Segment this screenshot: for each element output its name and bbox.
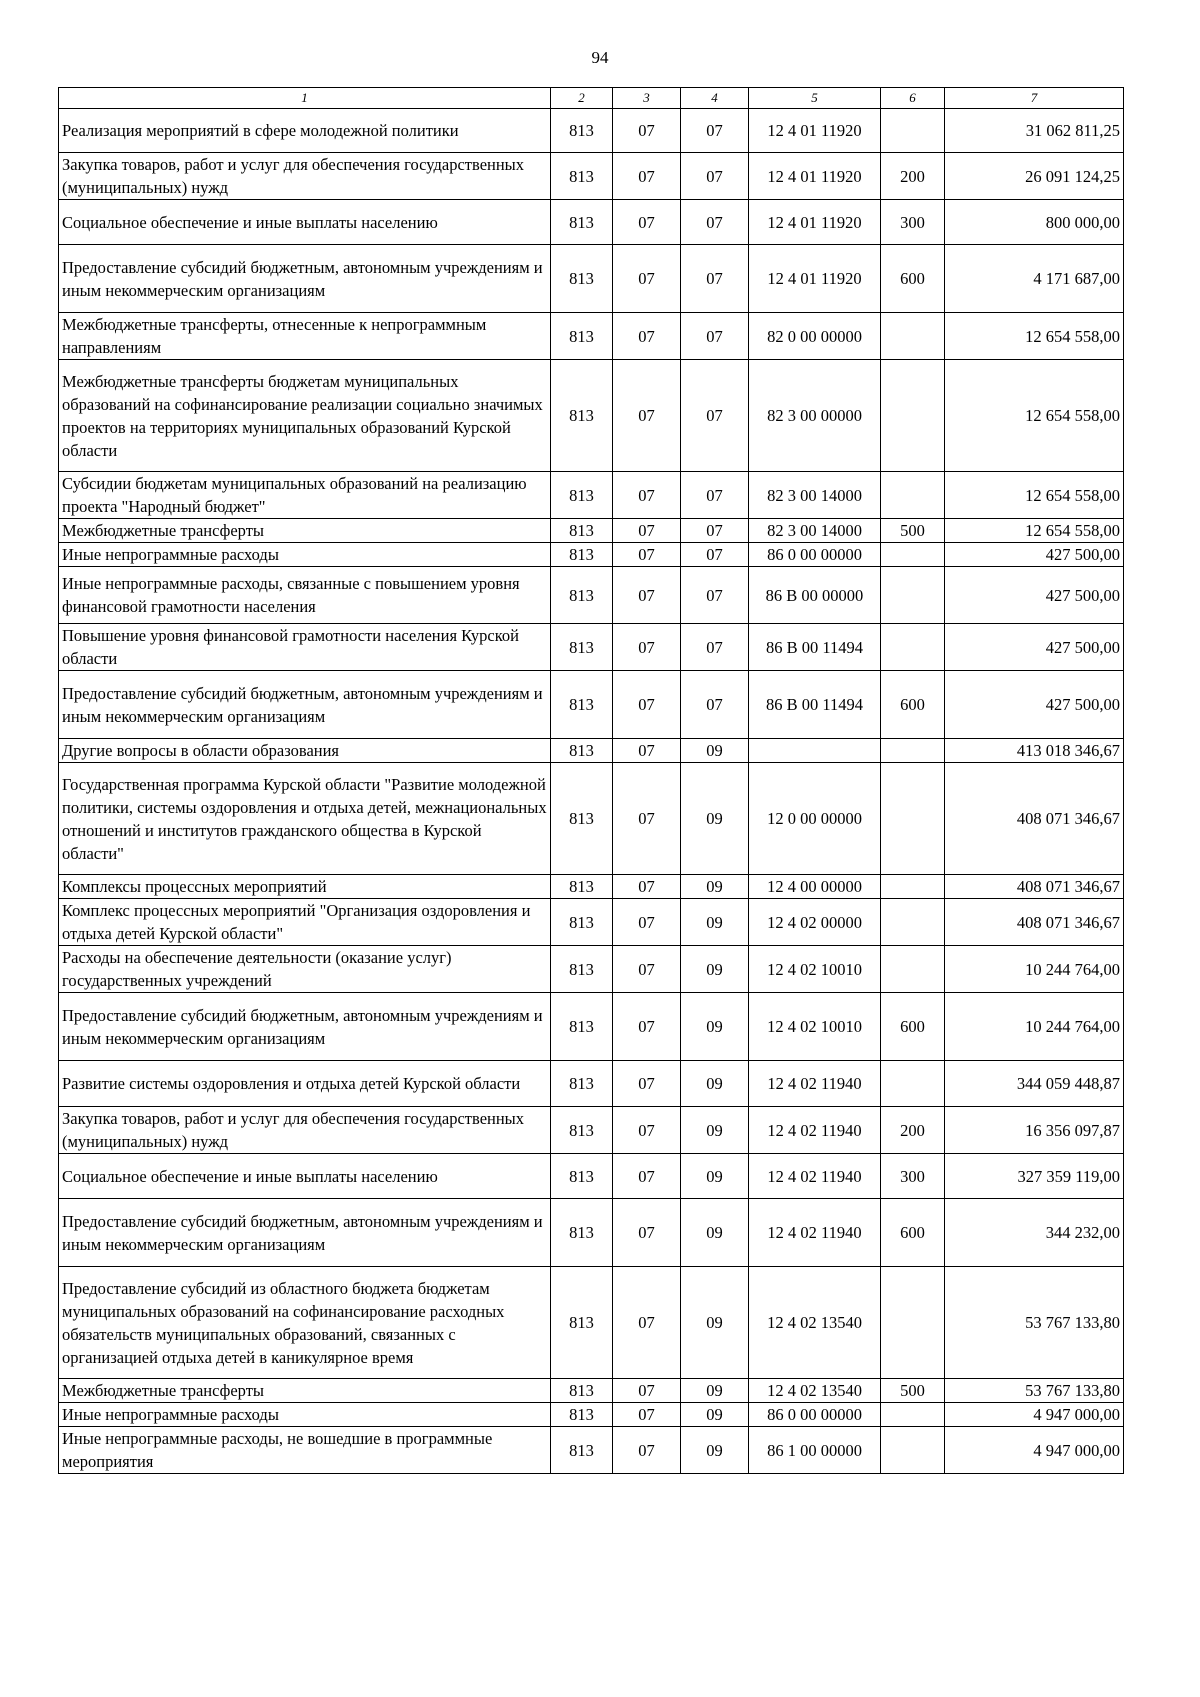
cell-target-article: 82 3 00 14000 (749, 472, 881, 519)
cell-expense-kind: 200 (881, 1107, 945, 1154)
cell-section: 07 (613, 1267, 681, 1379)
cell-name: Комплексы процессных мероприятий (59, 875, 551, 899)
cell-expense-kind (881, 567, 945, 624)
header-col-7: 7 (945, 88, 1124, 109)
table-header (59, 88, 1124, 109)
cell-sum: 16 356 097,87 (945, 1107, 1124, 1154)
cell-section: 07 (613, 313, 681, 360)
cell-name: Предоставление субсидий бюджетным, автономным учреждениям и иным некоммерческим организациям (59, 1199, 551, 1267)
table-row (59, 875, 1124, 899)
cell-name: Предоставление субсидий из областного бюджета бюджетам муниципальных образований на софинансирование расходных обязательств муниципальных образований, связанных с организацией отдыха детей в каникулярное время (59, 1267, 551, 1379)
header-col-5: 5 (749, 88, 881, 109)
cell-name: Иные непрограммные расходы (59, 543, 551, 567)
cell-subsection: 07 (681, 543, 749, 567)
cell-target-article: 12 4 02 10010 (749, 993, 881, 1061)
cell-name: Закупка товаров, работ и услуг для обеспечения государственных (муниципальных) нужд (59, 1107, 551, 1154)
cell-expense-kind: 500 (881, 1379, 945, 1403)
cell-sum: 53 767 133,80 (945, 1379, 1124, 1403)
table-row (59, 472, 1124, 519)
cell-section: 07 (613, 624, 681, 671)
cell-name: Межбюджетные трансферты бюджетам муниципальных образований на софинансирование реализации социально значимых проектов на территориях муниципальных образований Курской области (59, 360, 551, 472)
cell-section: 07 (613, 1403, 681, 1427)
cell-section: 07 (613, 993, 681, 1061)
cell-sum: 10 244 764,00 (945, 993, 1124, 1061)
cell-expense-kind (881, 109, 945, 153)
table-row (59, 946, 1124, 993)
table-row (59, 1403, 1124, 1427)
cell-section: 07 (613, 899, 681, 946)
cell-name: Реализация мероприятий в сфере молодежной политики (59, 109, 551, 153)
cell-admin-code: 813 (551, 624, 613, 671)
table-row (59, 763, 1124, 875)
cell-name: Межбюджетные трансферты (59, 519, 551, 543)
cell-subsection: 09 (681, 1267, 749, 1379)
cell-target-article: 12 0 00 00000 (749, 763, 881, 875)
cell-target-article: 12 4 02 11940 (749, 1061, 881, 1107)
cell-admin-code: 813 (551, 519, 613, 543)
cell-sum: 344 059 448,87 (945, 1061, 1124, 1107)
cell-name: Социальное обеспечение и иные выплаты населению (59, 200, 551, 245)
cell-name: Иные непрограммные расходы, не вошедшие в программные мероприятия (59, 1427, 551, 1474)
cell-expense-kind: 200 (881, 153, 945, 200)
cell-subsection: 09 (681, 946, 749, 993)
cell-target-article: 86 В 00 11494 (749, 671, 881, 739)
cell-expense-kind (881, 946, 945, 993)
cell-admin-code: 813 (551, 472, 613, 519)
cell-name: Межбюджетные трансферты, отнесенные к непрограммным направлениям (59, 313, 551, 360)
cell-section: 07 (613, 1061, 681, 1107)
header-col-4: 4 (681, 88, 749, 109)
cell-section: 07 (613, 472, 681, 519)
cell-sum: 344 232,00 (945, 1199, 1124, 1267)
budget-table (58, 87, 1124, 1474)
table-row (59, 109, 1124, 153)
cell-target-article: 82 0 00 00000 (749, 313, 881, 360)
cell-admin-code: 813 (551, 1379, 613, 1403)
cell-target-article: 86 1 00 00000 (749, 1427, 881, 1474)
cell-target-article: 86 В 00 11494 (749, 624, 881, 671)
header-col-1: 1 (59, 88, 551, 109)
table-row (59, 153, 1124, 200)
cell-sum: 413 018 346,67 (945, 739, 1124, 763)
cell-expense-kind (881, 1061, 945, 1107)
table-row (59, 1379, 1124, 1403)
cell-name: Закупка товаров, работ и услуг для обеспечения государственных (муниципальных) нужд (59, 153, 551, 200)
cell-expense-kind: 300 (881, 1154, 945, 1199)
table-row (59, 671, 1124, 739)
cell-name: Субсидии бюджетам муниципальных образований на реализацию проекта "Народный бюджет" (59, 472, 551, 519)
cell-admin-code: 813 (551, 1199, 613, 1267)
cell-subsection: 07 (681, 313, 749, 360)
table-row (59, 567, 1124, 624)
cell-section: 07 (613, 360, 681, 472)
cell-expense-kind (881, 899, 945, 946)
cell-sum: 12 654 558,00 (945, 360, 1124, 472)
cell-section: 07 (613, 1427, 681, 1474)
cell-target-article: 82 3 00 00000 (749, 360, 881, 472)
cell-subsection: 07 (681, 472, 749, 519)
table-row (59, 1199, 1124, 1267)
cell-section: 07 (613, 543, 681, 567)
cell-expense-kind: 600 (881, 245, 945, 313)
cell-subsection: 09 (681, 1061, 749, 1107)
table-row (59, 543, 1124, 567)
cell-sum: 26 091 124,25 (945, 153, 1124, 200)
cell-subsection: 07 (681, 153, 749, 200)
cell-subsection: 09 (681, 1427, 749, 1474)
cell-expense-kind: 600 (881, 993, 945, 1061)
cell-section: 07 (613, 519, 681, 543)
cell-sum: 4 947 000,00 (945, 1403, 1124, 1427)
cell-subsection: 07 (681, 519, 749, 543)
cell-target-article: 12 4 02 13540 (749, 1267, 881, 1379)
cell-section: 07 (613, 245, 681, 313)
cell-subsection: 07 (681, 109, 749, 153)
cell-admin-code: 813 (551, 993, 613, 1061)
cell-expense-kind (881, 875, 945, 899)
cell-admin-code: 813 (551, 109, 613, 153)
cell-name: Комплекс процессных мероприятий "Организация оздоровления и отдыха детей Курской области" (59, 899, 551, 946)
cell-name: Другие вопросы в области образования (59, 739, 551, 763)
cell-name: Иные непрограммные расходы (59, 1403, 551, 1427)
table-row (59, 360, 1124, 472)
cell-subsection: 09 (681, 875, 749, 899)
header-col-6: 6 (881, 88, 945, 109)
cell-target-article: 12 4 02 13540 (749, 1379, 881, 1403)
page-number: 94 (591, 48, 609, 67)
header-col-3: 3 (613, 88, 681, 109)
cell-name: Расходы на обеспечение деятельности (оказание услуг) государственных учреждений (59, 946, 551, 993)
cell-target-article: 12 4 02 11940 (749, 1154, 881, 1199)
cell-subsection: 09 (681, 899, 749, 946)
cell-target-article: 86 0 00 00000 (749, 1403, 881, 1427)
cell-target-article: 12 4 00 00000 (749, 875, 881, 899)
cell-sum: 427 500,00 (945, 671, 1124, 739)
cell-target-article: 12 4 02 11940 (749, 1107, 881, 1154)
cell-section: 07 (613, 153, 681, 200)
cell-section: 07 (613, 567, 681, 624)
cell-subsection: 09 (681, 1403, 749, 1427)
cell-subsection: 09 (681, 1107, 749, 1154)
cell-name: Предоставление субсидий бюджетным, автономным учреждениям и иным некоммерческим организациям (59, 993, 551, 1061)
cell-sum: 53 767 133,80 (945, 1267, 1124, 1379)
cell-admin-code: 813 (551, 875, 613, 899)
header-col-2: 2 (551, 88, 613, 109)
cell-expense-kind (881, 1403, 945, 1427)
cell-sum: 427 500,00 (945, 543, 1124, 567)
cell-admin-code: 813 (551, 200, 613, 245)
cell-target-article (749, 739, 881, 763)
cell-section: 07 (613, 1379, 681, 1403)
cell-expense-kind: 600 (881, 671, 945, 739)
cell-target-article: 12 4 01 11920 (749, 200, 881, 245)
table-row (59, 245, 1124, 313)
cell-name: Иные непрограммные расходы, связанные с повышением уровня финансовой грамотности населения (59, 567, 551, 624)
cell-sum: 12 654 558,00 (945, 472, 1124, 519)
cell-admin-code: 813 (551, 739, 613, 763)
cell-target-article: 86 В 00 00000 (749, 567, 881, 624)
cell-section: 07 (613, 1107, 681, 1154)
cell-subsection: 07 (681, 671, 749, 739)
cell-expense-kind (881, 360, 945, 472)
cell-admin-code: 813 (551, 1061, 613, 1107)
cell-admin-code: 813 (551, 763, 613, 875)
cell-subsection: 09 (681, 1154, 749, 1199)
cell-name: Предоставление субсидий бюджетным, автономным учреждениям и иным некоммерческим организациям (59, 671, 551, 739)
cell-sum: 800 000,00 (945, 200, 1124, 245)
cell-sum: 408 071 346,67 (945, 899, 1124, 946)
header-row (59, 88, 1124, 109)
cell-target-article: 12 4 02 00000 (749, 899, 881, 946)
cell-expense-kind (881, 472, 945, 519)
cell-expense-kind (881, 624, 945, 671)
cell-sum: 408 071 346,67 (945, 763, 1124, 875)
cell-admin-code: 813 (551, 671, 613, 739)
cell-subsection: 09 (681, 1379, 749, 1403)
cell-sum: 31 062 811,25 (945, 109, 1124, 153)
cell-name: Межбюджетные трансферты (59, 1379, 551, 1403)
cell-target-article: 12 4 01 11920 (749, 153, 881, 200)
cell-expense-kind (881, 763, 945, 875)
table-row (59, 1427, 1124, 1474)
table-row (59, 1267, 1124, 1379)
cell-subsection: 07 (681, 200, 749, 245)
cell-admin-code: 813 (551, 1154, 613, 1199)
cell-admin-code: 813 (551, 1267, 613, 1379)
cell-subsection: 09 (681, 1199, 749, 1267)
cell-name: Государственная программа Курской области "Развитие молодежной политики, системы оздоровления и отдыха детей, межнациональных отношений и институтов гражданского общества в Курской области" (59, 763, 551, 875)
cell-subsection: 07 (681, 624, 749, 671)
cell-section: 07 (613, 1154, 681, 1199)
cell-sum: 327 359 119,00 (945, 1154, 1124, 1199)
cell-sum: 10 244 764,00 (945, 946, 1124, 993)
table-row (59, 899, 1124, 946)
cell-subsection: 07 (681, 567, 749, 624)
cell-section: 07 (613, 671, 681, 739)
table-row (59, 993, 1124, 1061)
cell-admin-code: 813 (551, 360, 613, 472)
cell-expense-kind: 500 (881, 519, 945, 543)
cell-name: Социальное обеспечение и иные выплаты населению (59, 1154, 551, 1199)
cell-expense-kind: 300 (881, 200, 945, 245)
cell-section: 07 (613, 763, 681, 875)
cell-admin-code: 813 (551, 1427, 613, 1474)
cell-subsection: 09 (681, 763, 749, 875)
table-row (59, 1154, 1124, 1199)
cell-target-article: 86 0 00 00000 (749, 543, 881, 567)
cell-admin-code: 813 (551, 946, 613, 993)
cell-section: 07 (613, 109, 681, 153)
cell-section: 07 (613, 946, 681, 993)
table-row (59, 519, 1124, 543)
cell-section: 07 (613, 1199, 681, 1267)
cell-expense-kind: 600 (881, 1199, 945, 1267)
cell-subsection: 07 (681, 245, 749, 313)
cell-section: 07 (613, 200, 681, 245)
cell-subsection: 09 (681, 993, 749, 1061)
cell-target-article: 82 3 00 14000 (749, 519, 881, 543)
cell-target-article: 12 4 01 11920 (749, 245, 881, 313)
cell-sum: 408 071 346,67 (945, 875, 1124, 899)
cell-admin-code: 813 (551, 899, 613, 946)
cell-subsection: 07 (681, 360, 749, 472)
cell-admin-code: 813 (551, 1403, 613, 1427)
cell-expense-kind (881, 313, 945, 360)
cell-expense-kind (881, 1267, 945, 1379)
cell-admin-code: 813 (551, 153, 613, 200)
cell-section: 07 (613, 739, 681, 763)
cell-name: Предоставление субсидий бюджетным, автономным учреждениям и иным некоммерческим организациям (59, 245, 551, 313)
cell-sum: 4 171 687,00 (945, 245, 1124, 313)
cell-sum: 12 654 558,00 (945, 313, 1124, 360)
cell-admin-code: 813 (551, 1107, 613, 1154)
table-body (59, 109, 1124, 1474)
table-row (59, 200, 1124, 245)
cell-admin-code: 813 (551, 245, 613, 313)
cell-expense-kind (881, 543, 945, 567)
cell-admin-code: 813 (551, 567, 613, 624)
cell-expense-kind (881, 739, 945, 763)
table-row (59, 1107, 1124, 1154)
cell-target-article: 12 4 01 11920 (749, 109, 881, 153)
cell-name: Развитие системы оздоровления и отдыха детей Курской области (59, 1061, 551, 1107)
cell-sum: 4 947 000,00 (945, 1427, 1124, 1474)
cell-sum: 12 654 558,00 (945, 519, 1124, 543)
cell-expense-kind (881, 1427, 945, 1474)
cell-name: Повышение уровня финансовой грамотности населения Курской области (59, 624, 551, 671)
cell-subsection: 09 (681, 739, 749, 763)
cell-section: 07 (613, 875, 681, 899)
cell-target-article: 12 4 02 10010 (749, 946, 881, 993)
cell-admin-code: 813 (551, 313, 613, 360)
table-row (59, 1061, 1124, 1107)
table-row (59, 313, 1124, 360)
table-row (59, 739, 1124, 763)
cell-target-article: 12 4 02 11940 (749, 1199, 881, 1267)
cell-admin-code: 813 (551, 543, 613, 567)
table-row (59, 624, 1124, 671)
cell-sum: 427 500,00 (945, 624, 1124, 671)
cell-sum: 427 500,00 (945, 567, 1124, 624)
